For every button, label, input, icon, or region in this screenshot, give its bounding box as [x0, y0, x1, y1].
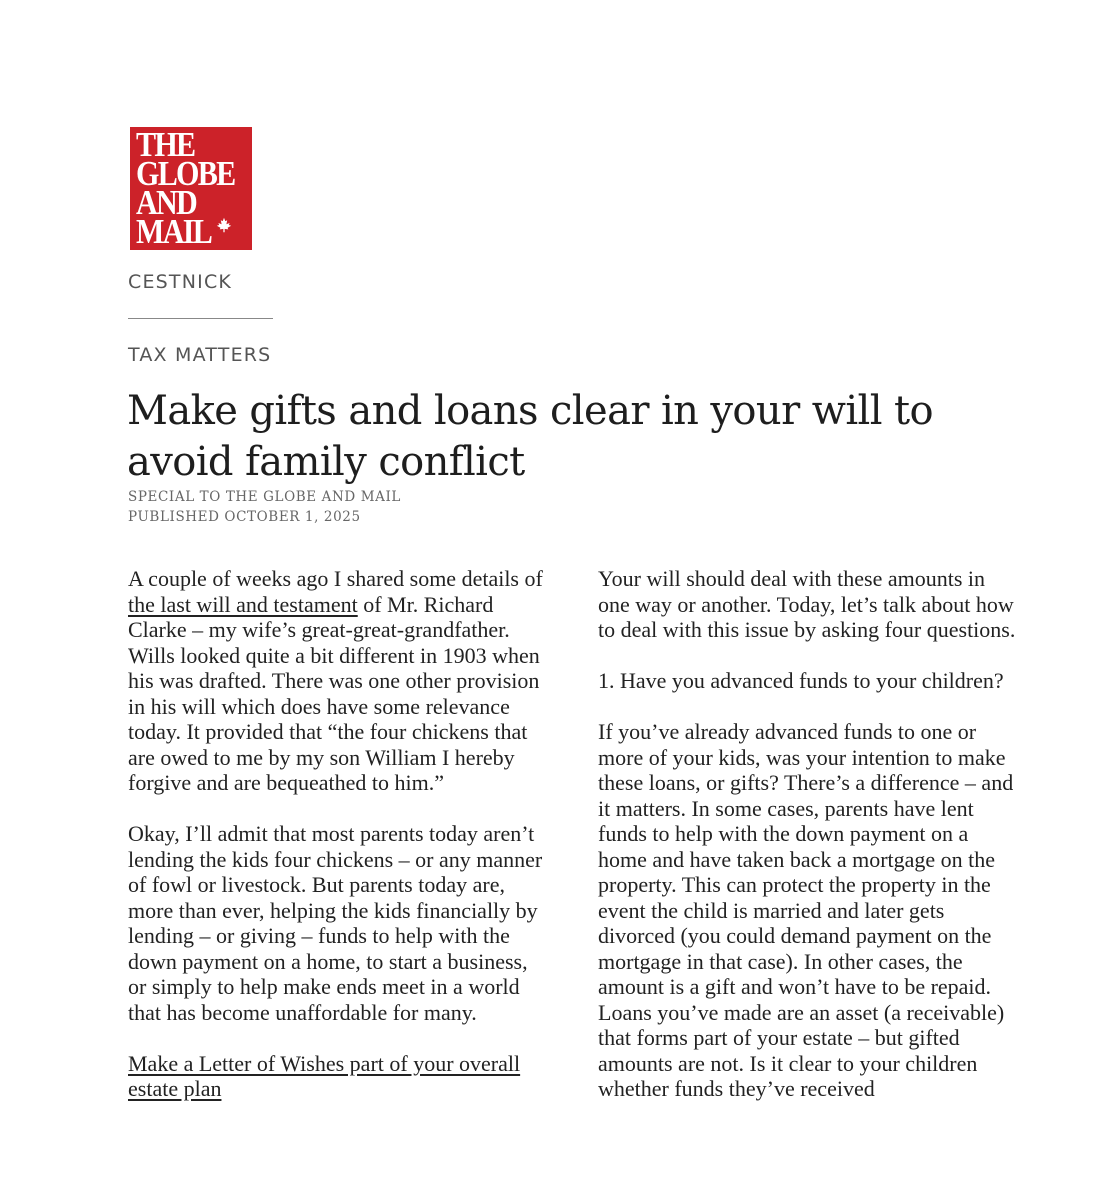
author-name[interactable]: CESTNICK [128, 271, 233, 293]
headline: Make gifts and loans clear in your will to avoid family conflict [127, 388, 933, 485]
paragraph: If you’ve already advanced funds to one or more of your kids, was your intention to make these loans, or gifts? There’s a difference – and it matters. In some cases, parents have lent funds to help with the down payment on a home and have taken back a mortgage on the property. This can protect the property in the event the child is married and later gets divorced (you could demand payment on the mortgage in that case). In other cases, the amount is a gift and won’t have to be repaid. Loans you’ve made are an asset (a receivable) that forms part of your estate – but gifted amounts are not. Is it clear to your children whether funds they’ve received [598, 719, 1014, 1101]
paragraph-text: A couple of weeks ago I shared some details of [128, 566, 543, 591]
divider [128, 318, 273, 319]
maple-leaf-icon [216, 217, 232, 233]
paragraph: Okay, I’ll admit that most parents today aren’t lending the kids four chickens – or any manner of fowl or livestock. But parents today are, more than ever, helping the kids financially by lending – or giving – funds to help with the down payment on a home, to start a business, or simply to help make ends meet in a world that has become unaffordable for many. [128, 821, 543, 1025]
section-label[interactable]: TAX MATTERS [128, 344, 272, 366]
logo-line-3: AND [136, 183, 197, 222]
paragraph [128, 566, 548, 796]
letter-of-wishes-link[interactable]: Make a Letter of Wishes part of your overall estate plan [128, 1050, 521, 1101]
paragraph: Your will should deal with these amounts in one way or another. Today, let’s talk about how to deal with this issue by asking four questions. [598, 566, 1016, 642]
byline-source: SPECIAL TO THE GLOBE AND MAIL [128, 489, 401, 505]
publish-date: PUBLISHED OCTOBER 1, 2025 [128, 509, 361, 525]
article-column-right [598, 566, 1018, 1127]
paragraph-text: of Mr. Richard Clarke – my wife’s great-great-grandfather. Wills looked quite a bit different in 1903 when his was drafted. There was one other provision in his will which does have some relevance today. It provided that “the four chickens that are owed to me by my son William I hereby forgive and are bequeathed to him.” [128, 591, 540, 795]
logo-line-1: THE [136, 125, 195, 164]
logo-line-4: MAIL [136, 212, 212, 251]
article-column-left [128, 566, 548, 1127]
paragraph [128, 1051, 548, 1102]
question-heading: 1. Have you advanced funds to your children? [598, 668, 1004, 693]
globe-and-mail-logo[interactable] [130, 127, 252, 250]
will-testament-link[interactable]: the last will and testament [128, 591, 358, 617]
logo-line-2: GLOBE [136, 154, 235, 193]
